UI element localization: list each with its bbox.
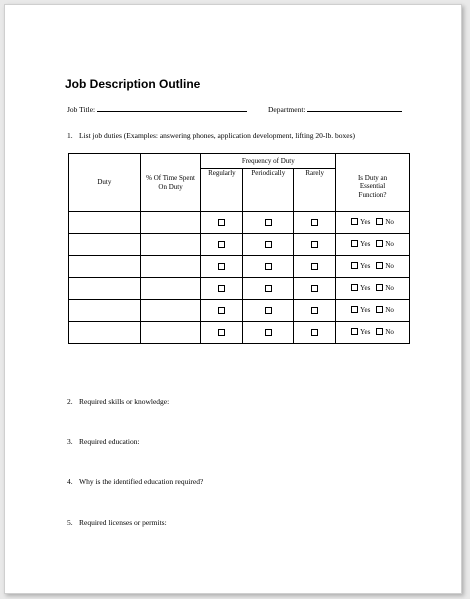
essential-cell bbox=[336, 322, 410, 344]
no-option[interactable] bbox=[376, 262, 394, 270]
yes-label: Yes bbox=[360, 261, 371, 270]
essential-cell bbox=[336, 212, 410, 234]
rarely-cell bbox=[294, 234, 336, 256]
yes-label: Yes bbox=[360, 283, 371, 292]
no-label: No bbox=[385, 261, 394, 270]
yes-option[interactable] bbox=[351, 240, 370, 248]
question-5: 5. Required licenses or permits: bbox=[67, 518, 167, 527]
periodically-checkbox[interactable] bbox=[265, 307, 272, 314]
question-1: 1. List job duties (Examples: answering phones, application development, lifting 20-lb. boxes) bbox=[67, 131, 355, 140]
regularly-checkbox[interactable] bbox=[218, 219, 225, 226]
percent-time-cell[interactable] bbox=[140, 212, 201, 234]
no-checkbox[interactable] bbox=[376, 284, 383, 291]
job-title-label: Job Title: bbox=[67, 105, 96, 114]
table-row bbox=[69, 322, 410, 344]
yes-label: Yes bbox=[360, 327, 371, 336]
no-option[interactable] bbox=[376, 240, 394, 248]
yes-checkbox[interactable] bbox=[351, 218, 358, 225]
regularly-cell bbox=[201, 300, 243, 322]
question-2: 2. Required skills or knowledge: bbox=[67, 397, 170, 406]
rarely-checkbox[interactable] bbox=[311, 329, 318, 336]
regularly-header: Regularly bbox=[201, 169, 243, 212]
rarely-checkbox[interactable] bbox=[311, 263, 318, 270]
rarely-checkbox[interactable] bbox=[311, 285, 318, 292]
no-label: No bbox=[385, 283, 394, 292]
percent-time-header: % Of Time Spent On Duty bbox=[140, 154, 201, 212]
periodically-cell bbox=[243, 256, 294, 278]
essential-cell bbox=[336, 256, 410, 278]
duty-header: Duty bbox=[69, 154, 141, 212]
periodically-header: Periodically bbox=[243, 169, 294, 212]
duty-cell[interactable] bbox=[69, 256, 141, 278]
duty-cell[interactable] bbox=[69, 300, 141, 322]
yes-checkbox[interactable] bbox=[351, 240, 358, 247]
no-checkbox[interactable] bbox=[376, 218, 383, 225]
periodically-checkbox[interactable] bbox=[265, 219, 272, 226]
periodically-checkbox[interactable] bbox=[265, 263, 272, 270]
rarely-checkbox[interactable] bbox=[311, 241, 318, 248]
rarely-cell bbox=[294, 300, 336, 322]
yes-label: Yes bbox=[360, 305, 371, 314]
rarely-cell bbox=[294, 322, 336, 344]
regularly-cell bbox=[201, 234, 243, 256]
essential-cell bbox=[336, 278, 410, 300]
regularly-checkbox[interactable] bbox=[218, 329, 225, 336]
duty-cell[interactable] bbox=[69, 278, 141, 300]
periodically-cell bbox=[243, 212, 294, 234]
rarely-header: Rarely bbox=[294, 169, 336, 212]
no-option[interactable] bbox=[376, 218, 394, 226]
yes-label: Yes bbox=[360, 217, 371, 226]
department-label: Department: bbox=[268, 105, 306, 114]
essential-cell bbox=[336, 300, 410, 322]
essential-function-header: Is Duty an Essential Function? bbox=[336, 154, 410, 212]
duty-cell[interactable] bbox=[69, 212, 141, 234]
percent-time-cell[interactable] bbox=[140, 234, 201, 256]
essential-cell bbox=[336, 234, 410, 256]
rarely-checkbox[interactable] bbox=[311, 307, 318, 314]
regularly-cell bbox=[201, 256, 243, 278]
question-3: 3. Required education: bbox=[67, 437, 140, 446]
page-title: Job Description Outline bbox=[65, 77, 201, 91]
department-row bbox=[268, 103, 402, 114]
frequency-header: Frequency of Duty bbox=[201, 154, 336, 169]
periodically-checkbox[interactable] bbox=[265, 241, 272, 248]
regularly-cell bbox=[201, 212, 243, 234]
rarely-checkbox[interactable] bbox=[311, 219, 318, 226]
percent-time-cell[interactable] bbox=[140, 256, 201, 278]
regularly-checkbox[interactable] bbox=[218, 263, 225, 270]
no-option[interactable] bbox=[376, 284, 394, 292]
no-checkbox[interactable] bbox=[376, 328, 383, 335]
regularly-checkbox[interactable] bbox=[218, 241, 225, 248]
no-checkbox[interactable] bbox=[376, 306, 383, 313]
yes-checkbox[interactable] bbox=[351, 328, 358, 335]
department-field[interactable] bbox=[307, 103, 402, 112]
yes-option[interactable] bbox=[351, 262, 370, 270]
yes-checkbox[interactable] bbox=[351, 262, 358, 269]
question-4: 4. Why is the identified education required? bbox=[67, 477, 204, 486]
table-row bbox=[69, 300, 410, 322]
percent-time-cell[interactable] bbox=[140, 322, 201, 344]
yes-option[interactable] bbox=[351, 218, 370, 226]
no-option[interactable] bbox=[376, 328, 394, 336]
yes-option[interactable] bbox=[351, 284, 370, 292]
yes-option[interactable] bbox=[351, 306, 370, 314]
no-option[interactable] bbox=[376, 306, 394, 314]
periodically-cell bbox=[243, 300, 294, 322]
job-title-field[interactable] bbox=[97, 103, 247, 112]
table-row bbox=[69, 278, 410, 300]
percent-time-cell[interactable] bbox=[140, 278, 201, 300]
yes-option[interactable] bbox=[351, 328, 370, 336]
regularly-cell bbox=[201, 278, 243, 300]
no-label: No bbox=[385, 327, 394, 336]
duties-table bbox=[68, 153, 410, 344]
no-checkbox[interactable] bbox=[376, 262, 383, 269]
job-title-row bbox=[67, 103, 247, 114]
rarely-cell bbox=[294, 256, 336, 278]
periodically-cell bbox=[243, 234, 294, 256]
periodically-cell bbox=[243, 322, 294, 344]
rarely-cell bbox=[294, 212, 336, 234]
document-page bbox=[4, 4, 462, 594]
regularly-checkbox[interactable] bbox=[218, 307, 225, 314]
no-label: No bbox=[385, 239, 394, 248]
no-checkbox[interactable] bbox=[376, 240, 383, 247]
percent-time-cell[interactable] bbox=[140, 300, 201, 322]
yes-label: Yes bbox=[360, 239, 371, 248]
no-label: No bbox=[385, 305, 394, 314]
periodically-cell bbox=[243, 278, 294, 300]
regularly-cell bbox=[201, 322, 243, 344]
table-row bbox=[69, 212, 410, 234]
periodically-checkbox[interactable] bbox=[265, 329, 272, 336]
table-row bbox=[69, 234, 410, 256]
regularly-checkbox[interactable] bbox=[218, 285, 225, 292]
yes-checkbox[interactable] bbox=[351, 306, 358, 313]
duty-cell[interactable] bbox=[69, 322, 141, 344]
duty-cell[interactable] bbox=[69, 234, 141, 256]
no-label: No bbox=[385, 217, 394, 226]
table-row bbox=[69, 256, 410, 278]
yes-checkbox[interactable] bbox=[351, 284, 358, 291]
periodically-checkbox[interactable] bbox=[265, 285, 272, 292]
rarely-cell bbox=[294, 278, 336, 300]
